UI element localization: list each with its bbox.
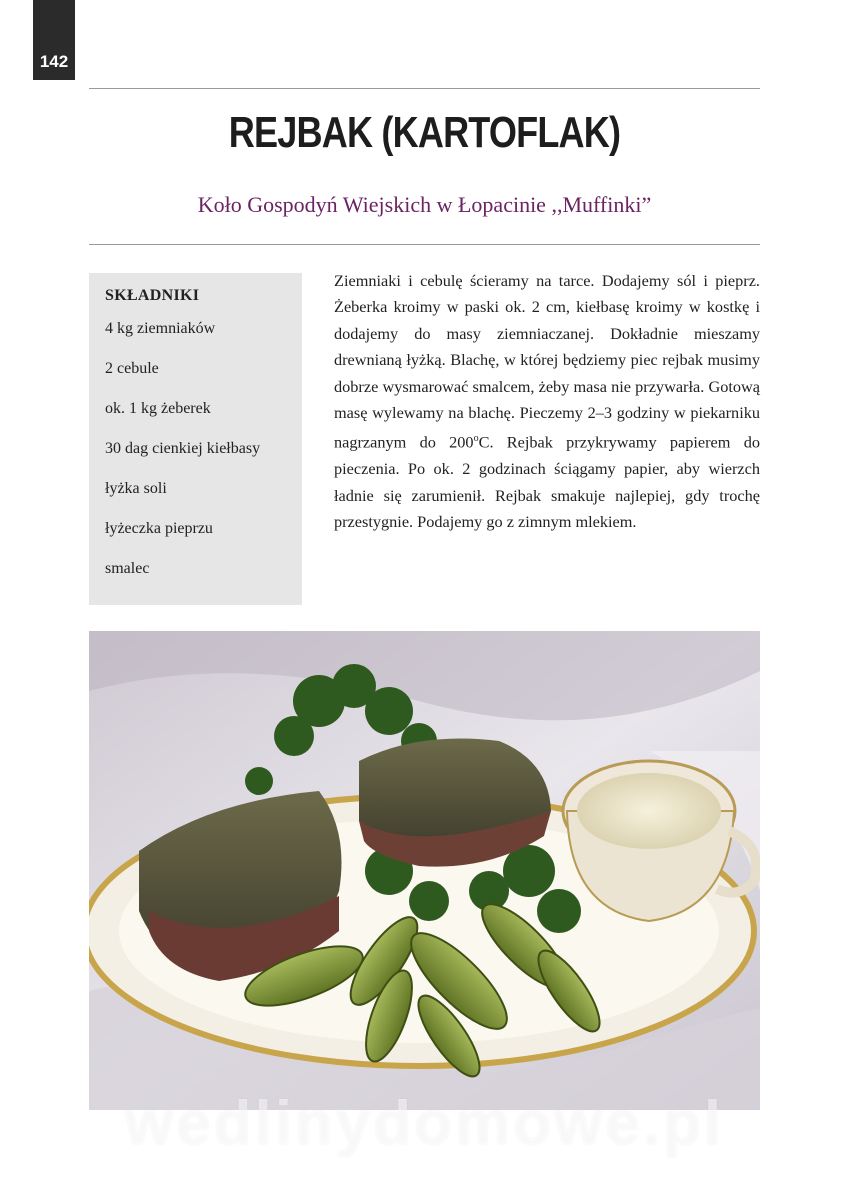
ingredient-item: smalec [105, 560, 150, 577]
degree-sign: o [473, 433, 479, 445]
top-divider [89, 88, 760, 89]
recipe-title: REJBAK (KARTOFLAK) [228, 108, 621, 157]
instructions-text: Ziemniaki i cebulę ścieramy na tarce. Dodajemy sól i pieprz. Żeberka kroimy w paski ok. 2 cm, kiełbasę kroimy w kostkę i dodajemy do masy ziemniaczanej. Dokładnie mieszamy drewnianą łyżką. Blachę, w której będziemy piec rejbak musimy dobrze wysmarować smalcem, żeby masa nie przywarła. Gotową masę wylewamy na blachę. Pieczemy 2–3 godziny w piekarniku nagrzanym do 200 [334, 271, 760, 452]
dish-photo [89, 631, 760, 1110]
dish-illustration [89, 631, 760, 1110]
watermark-text: wedlinydomowe.pl [124, 1089, 725, 1158]
ingredients-list [105, 319, 302, 599]
ingredient-item: 30 dag cienkiej kiełbasy [105, 440, 261, 457]
instructions-text-continued: C. Rejbak przykrywamy papierem do pieczenia. Po ok. 2 godzinach ściągamy papier, aby wierzch ładnie się zarumienił. Rejbak smakuje najlepiej, gdy trochę przestygnie. Podajemy go z zimnym mlekiem. [334, 432, 760, 532]
ingredient-item: łyżeczka pieprzu [105, 520, 213, 537]
recipe-author: Koło Gospodyń Wiejskich w Łopacinie ,,Muffinki” [197, 192, 652, 217]
ingredient-item: 4 kg ziemniaków [105, 320, 216, 337]
ingredients-heading: SKŁADNIKI [105, 287, 200, 304]
recipe-instructions [334, 268, 760, 535]
page-number: 142 [33, 0, 75, 80]
ingredient-item: 2 cebule [105, 360, 159, 377]
header-divider [89, 244, 760, 245]
ingredient-item: ok. 1 kg żeberek [105, 400, 211, 417]
ingredients-box [89, 273, 302, 605]
ingredient-item: łyżka soli [105, 480, 167, 497]
